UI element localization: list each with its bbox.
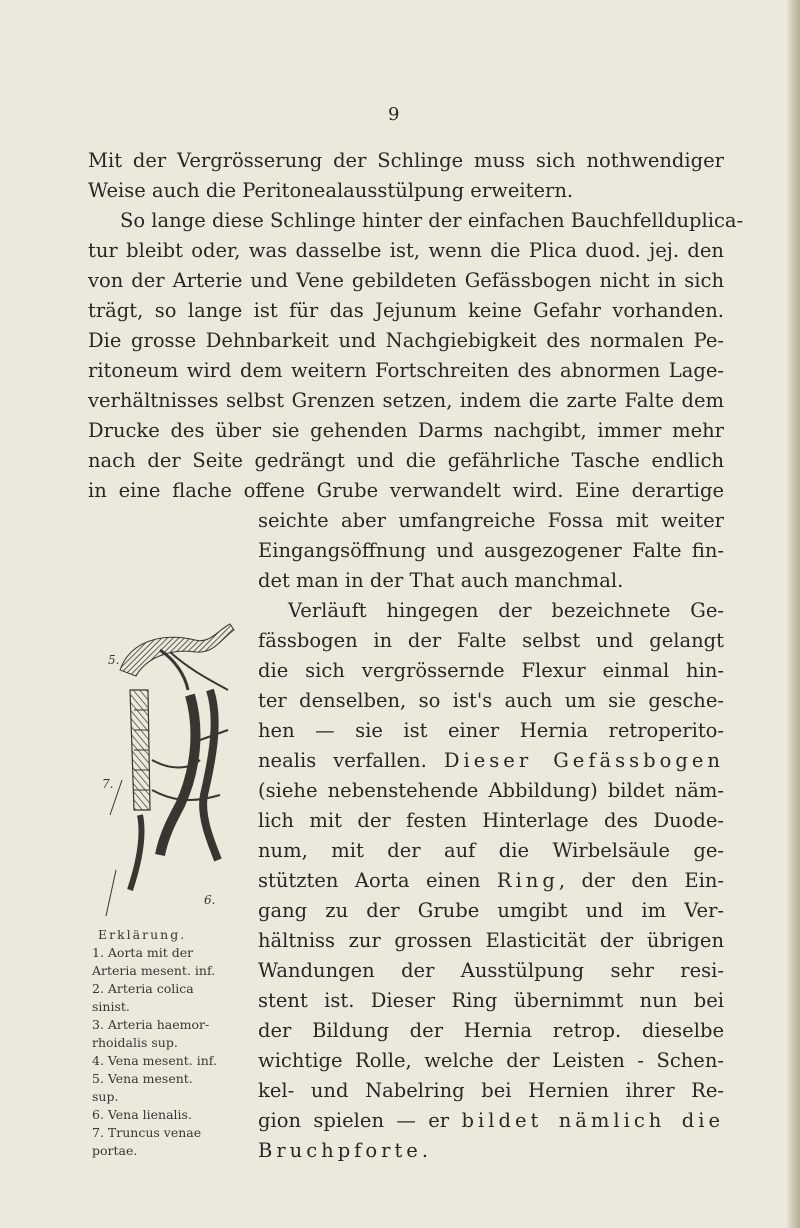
text-line: (siehe nebenstehende Abbildung) bildet näm- xyxy=(258,779,724,802)
text-line: So lange diese Schlinge hinter der einfachen Bauchfellduplica- xyxy=(120,209,744,232)
text-line: lich mit der festen Hinterlage des Duode- xyxy=(258,809,724,832)
caption-item: 4. Vena mesent. inf. xyxy=(92,1053,217,1068)
anatomical-figure xyxy=(100,620,260,920)
text-line: nach der Seite gedrängt und die gefährliche Tasche endlich xyxy=(88,449,724,472)
caption-item: portae. xyxy=(92,1143,138,1158)
text-line: kel- und Nabelring bei Hernien ihrer Re- xyxy=(258,1079,724,1102)
text-line: gang zu der Grube umgibt und im Ver- xyxy=(258,899,724,922)
text-line: hen — sie ist einer Hernia retroperito- xyxy=(258,719,724,742)
caption-item: 7. Truncus venae xyxy=(92,1125,202,1140)
text-segment: stützten Aorta einen xyxy=(258,869,481,892)
text-line: Verläuft hingegen der bezeichnete Ge- xyxy=(288,599,724,622)
text-line: hältniss zur grossen Elasticität der übrigen xyxy=(258,929,724,952)
text-line: fässbogen in der Falte selbst und gelangt xyxy=(258,629,724,652)
figure-caption xyxy=(92,926,260,1160)
text-line: von der Arterie und Vene gebildeten Gefässbogen nicht in sich xyxy=(88,269,724,292)
text-segment: gion spielen — er xyxy=(258,1109,450,1132)
text-line xyxy=(258,746,724,776)
emphasis-text: Ring xyxy=(496,869,559,892)
caption-title: Erklärung. xyxy=(98,927,187,942)
vessel-illustration xyxy=(100,620,260,920)
text-line: Wandungen der Ausstülpung sehr resi- xyxy=(258,959,724,982)
text-line: in eine flache offene Grube verwandelt wird. Eine derartige xyxy=(88,479,724,502)
text-line: num, mit der auf die Wirbelsäule ge- xyxy=(258,839,724,862)
text-segment: nealis verfallen. xyxy=(258,749,427,772)
text-line: det man in der That auch manchmal. xyxy=(258,569,624,592)
text-line xyxy=(258,1106,724,1136)
page-edge xyxy=(786,0,800,1228)
text-line: ritoneum wird dem weitern Fortschreiten des abnormen Lage- xyxy=(88,359,724,382)
text-line: Die grosse Dehnbarkeit und Nachgiebigkeit des normalen Pe- xyxy=(88,329,724,352)
text-line: Drucke des über sie gehenden Darms nachgibt, immer mehr xyxy=(88,419,724,442)
text-line: wichtige Rolle, welche der Leisten - Schen- xyxy=(258,1049,724,1072)
emphasis-text: bildet nämlich die xyxy=(461,1109,725,1132)
text-line xyxy=(258,866,724,896)
caption-item: 3. Arteria haemor- xyxy=(92,1017,210,1032)
text-line: stent ist. Dieser Ring übernimmt nun bei xyxy=(258,989,724,1012)
text-line: seichte aber umfangreiche Fossa mit weiter xyxy=(258,509,724,532)
text-line: tur bleibt oder, was dasselbe ist, wenn die Plica duod. jej. den xyxy=(88,239,724,262)
caption-item: 2. Arteria colica xyxy=(92,981,194,996)
caption-item: 5. Vena mesent. xyxy=(92,1071,193,1086)
caption-item: 1. Aorta mit der xyxy=(92,945,194,960)
text-line: verhältnisses selbst Grenzen setzen, indem die zarte Falte dem xyxy=(88,389,724,412)
text-line: Weise auch die Peritonealausstülpung erweitern. xyxy=(88,179,574,202)
text-line: trägt, so lange ist für das Jejunum keine Gefahr vorhanden. xyxy=(88,299,724,322)
caption-item: sup. xyxy=(92,1089,119,1104)
emphasis-text: Dieser Gefässbogen xyxy=(443,749,724,772)
caption-item: sinist. xyxy=(92,999,130,1014)
text-line: ter denselben, so ist's auch um sie gesche- xyxy=(258,689,724,712)
caption-item: Arteria mesent. inf. xyxy=(92,963,216,978)
emphasis-text: Bruchpforte. xyxy=(258,1139,433,1162)
caption-item: rhoidalis sup. xyxy=(92,1035,178,1050)
text-line xyxy=(258,1136,724,1166)
figure-label: 6. xyxy=(204,893,216,907)
figure-label: 7. xyxy=(102,777,114,791)
text-line: der Bildung der Hernia retrop. dieselbe xyxy=(258,1019,724,1042)
text-line: Eingangsöffnung und ausgezogener Falte fin- xyxy=(258,539,724,562)
page-number: 9 xyxy=(388,104,400,125)
text-line: die sich vergrössernde Flexur einmal hin- xyxy=(258,659,724,682)
text-line: Mit der Vergrösserung der Schlinge muss sich nothwendiger xyxy=(88,149,724,172)
figure-label: 5. xyxy=(108,653,120,667)
leader-line xyxy=(106,870,116,916)
caption-item: 6. Vena lienalis. xyxy=(92,1107,192,1122)
text-segment: , der den Ein- xyxy=(558,869,724,892)
